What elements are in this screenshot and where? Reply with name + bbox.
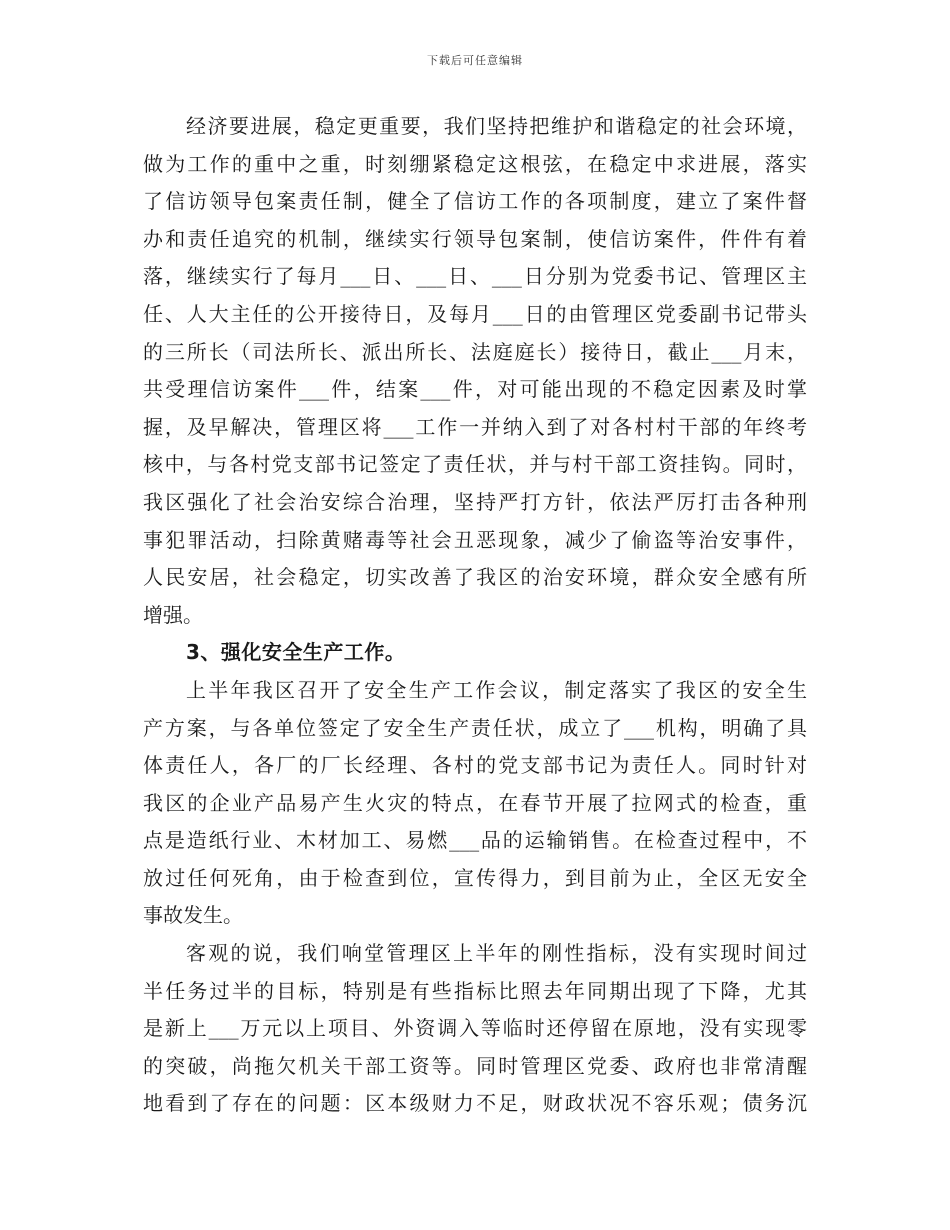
document-body: [143, 108, 807, 1123]
text-line: 体责任人，各厂的厂长经理、各村的党支部书记为责任人。同时针对: [143, 753, 807, 778]
text-line: 办和责任追究的机制，继续实行领导包案制，使信访案件，件件有着: [143, 226, 807, 251]
text-line: 做为工作的重中之重，时刻绷紧稳定这根弦，在稳定中求进展，落实: [143, 151, 807, 176]
paragraph-safety: [143, 672, 807, 935]
text-line: 是新上___万元以上项目、外资调入等临时还停留在原地，没有实现零: [143, 1016, 807, 1041]
text-line: 放过任何死角，由于检查到位，宣传得力，到目前为止，全区无安全: [143, 865, 807, 890]
text-line: 我区强化了社会治安综合治理，坚持严打方针，依法严厉打击各种刑: [143, 489, 807, 514]
section-heading: 3、强化安全生产工作。: [186, 640, 406, 665]
text-line: 的三所长（司法所长、派出所长、法庭庭长）接待日，截止___月末，: [143, 339, 807, 364]
text-line: 客观的说，我们响堂管理区上半年的刚性指标，没有实现时间过: [186, 941, 807, 966]
text-line: 半任务过半的目标，特别是有些指标比照去年同期出现了下降，尤其: [143, 978, 807, 1003]
paragraph-stability: [143, 108, 807, 634]
text-line: 的突破，尚拖欠机关干部工资等。同时管理区党委、政府也非常清醒: [143, 1053, 807, 1078]
page-header: 下载后可任意编辑: [427, 54, 523, 67]
paragraph-assessment: [143, 935, 807, 1123]
text-line: 增强。: [143, 602, 203, 627]
text-line: 上半年我区召开了安全生产工作会议，制定落实了我区的安全生: [186, 677, 807, 702]
text-line: 握，及早解决，管理区将___工作一并纳入到了对各村村干部的年终考: [143, 414, 807, 439]
text-line: 地看到了存在的问题：区本级财力不足，财政状况不容乐观；债务沉: [143, 1091, 807, 1116]
text-line: 人民安居，社会稳定，切实改善了我区的治安环境，群众安全感有所: [143, 565, 807, 590]
text-line: 落，继续实行了每月___日、___日、___日分别为党委书记、管理区主: [143, 264, 807, 289]
text-line: 我区的企业产品易产生火灾的特点，在春节开展了拉网式的检查，重: [143, 790, 807, 815]
text-line: 核中，与各村党支部书记签定了责任状，并与村干部工资挂钩。同时，: [143, 452, 807, 477]
text-line: 经济要进展，稳定更重要，我们坚持把维护和谐稳定的社会环境，: [186, 114, 807, 138]
text-line: 事犯罪活动，扫除黄赌毒等社会丑恶现象，减少了偷盗等治安事件，: [143, 527, 807, 552]
text-line: 共受理信访案件___件，结案___件，对可能出现的不稳定因素及时掌: [143, 377, 807, 402]
text-line: 事故发生。: [143, 903, 243, 928]
text-line: 任、人大主任的公开接待日，及每月___日的由管理区党委副书记带头: [143, 301, 807, 326]
text-line: 点是造纸行业、木材加工、易燃___品的运输销售。在检查过程中，不: [143, 828, 807, 853]
text-line: 了信访领导包案责任制，健全了信访工作的各项制度，建立了案件督: [143, 189, 807, 214]
text-line: 产方案，与各单位签定了安全生产责任状，成立了___机构，明确了具: [143, 715, 807, 740]
